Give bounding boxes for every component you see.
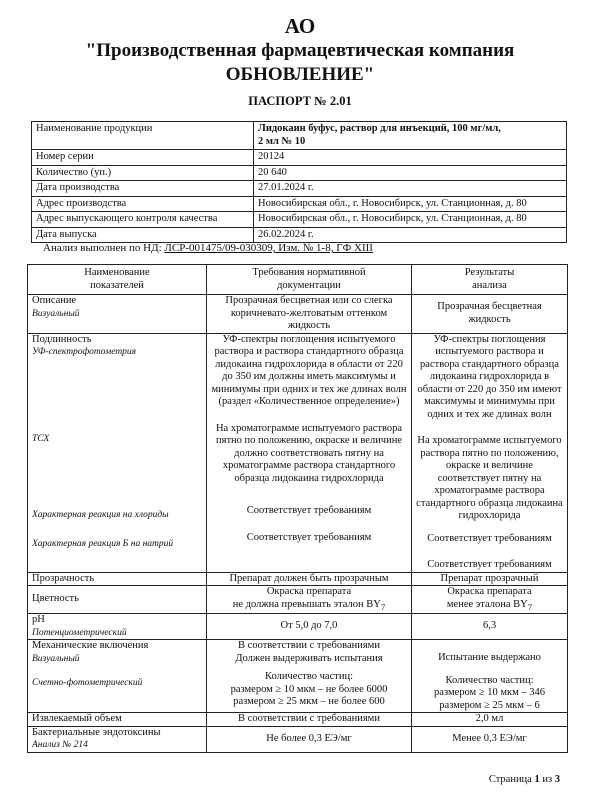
color-result-subscript: 7 (527, 601, 533, 612)
identity-chlorides-requirement: Соответствует требованиям (246, 505, 372, 516)
production-address-value: Новосибирская обл., г. Новосибирск, ул. Станционная, д. 80 (254, 196, 567, 212)
header-results-line2: анализа (472, 279, 507, 291)
header-requirements-line1: Требования нормативной (252, 267, 366, 278)
identity-chlorides-result: Соответствует требованиям (427, 532, 552, 544)
color-result-line1: Окраска препарата (447, 586, 532, 597)
identity-name: Подлинность (32, 333, 92, 345)
color-result-line2: менее эталона $BY_7$ (446, 598, 533, 612)
particles-req-line2: Должен выдерживать испытания (235, 652, 383, 664)
release-date-value: 26.02.2024 г. (254, 227, 567, 243)
description-name: Описание (32, 295, 77, 306)
volume-name: Извлекаемый объем (28, 713, 207, 727)
table-row-color (28, 586, 568, 614)
ph-requirement: От 5,0 до 7,0 (207, 614, 412, 640)
analysis-table (27, 264, 568, 753)
particles-res-line3: размером ≥ 10 мкм – 346 (434, 687, 545, 699)
quantity-label: Количество (уп.) (32, 165, 254, 181)
identity-method-chlorides: Характерная реакция на хлориды (32, 510, 169, 520)
header-indicator-line2: показателей (90, 279, 144, 291)
production-address-label: Адрес производства (32, 196, 254, 212)
header-indicator-line1: Наименование (84, 267, 150, 278)
description-requirement: Прозрачная бесцветная или со слегка коричневато-желтоватым оттенком жидкость (207, 295, 412, 334)
identity-results (412, 333, 568, 572)
product-row (32, 212, 567, 228)
volume-result: 2,0 мл (412, 713, 568, 727)
table-header-row (28, 265, 568, 295)
volume-requirement: В соответствии с требованиями (207, 713, 412, 727)
ph-result: 6,3 (412, 614, 568, 640)
identity-uv-requirement: УФ-спектры поглощения испытуемого раствора и раствора стандартного образца лидокаина гидрохлорида в области от 220 до 350 им должны иметь максимумы и минимумы при одних и тех же длинах волн (раздел «Количественное определение») (211, 333, 407, 407)
product-row (32, 122, 567, 150)
production-date-value: 27.01.2024 г. (254, 181, 567, 197)
series-label: Номер серии (32, 150, 254, 166)
page-counter-mid: из (539, 774, 555, 785)
transparency-requirement: Препарат должен быть прозрачным (207, 572, 412, 586)
identity-sodium-result: Соответствует требованиям (427, 559, 552, 570)
product-row (32, 196, 567, 212)
company-name-line1: "Производственная фармацевтическая компания (85, 40, 515, 61)
qc-address-value: Новосибирская обл., г. Новосибирск, ул. Станционная, д. 80 (254, 212, 567, 228)
table-row-volume (28, 713, 568, 727)
color-requirement-line2: не должна превышать эталон $BY_7$ (232, 598, 386, 612)
table-row-ph (28, 614, 568, 640)
endotoxins-result: Менее 0,3 ЕЭ/мг (412, 726, 568, 752)
header-results (412, 265, 568, 295)
ph-name: pH (32, 614, 45, 626)
analysis-note-nd: ЛСР-001475/09-030309, Изм. № 1-8, ГФ XIII (164, 242, 373, 254)
passport-title: ПАСПОРТ № 2.01 (248, 94, 352, 108)
description-result: Прозрачная бесцветная жидкость (412, 295, 568, 334)
identity-method-sodium: Характерная реакция Б на натрий (32, 538, 174, 549)
product-row (32, 150, 567, 166)
header-results-line1: Результаты (464, 267, 515, 278)
transparency-name: Прозрачность (28, 572, 207, 586)
particles-req-line4: размером ≥ 10 мкм – не более 6000 (230, 683, 388, 695)
series-value: 20124 (254, 150, 567, 166)
product-name-label: Наименование продукции (32, 122, 254, 150)
product-name-line2: 2 мл № 10 (258, 135, 306, 147)
table-row-description (28, 295, 568, 334)
color-requirement (207, 586, 412, 614)
product-info-table (31, 121, 567, 243)
product-name-line1: Лидокаин буфус, раствор для инъекций, 100 мг/мл, (258, 123, 501, 134)
product-name-value (254, 122, 567, 150)
header-requirements (207, 265, 412, 295)
header-indicator (28, 265, 207, 295)
ph-name-cell (28, 614, 207, 640)
page-total: 3 (554, 774, 560, 785)
product-row (32, 181, 567, 197)
ph-method: Потенциометрический (32, 627, 127, 638)
identity-sodium-requirement: Соответствует требованиям (246, 531, 372, 543)
particles-req-line3: Количество частиц: (264, 671, 353, 683)
identity-requirements (207, 333, 412, 572)
identity-method-uv: УФ-спектрофотометрия (32, 347, 137, 357)
description-name-cell (28, 295, 207, 334)
page-counter-prefix: Страница (488, 774, 535, 785)
particles-res-line1: Испытание выдержано (438, 652, 541, 664)
transparency-result: Препарат прозрачный (412, 572, 568, 586)
endotoxins-requirement: Не более 0,3 ЕЭ/мг (207, 726, 412, 752)
table-row-transparency (28, 572, 568, 586)
product-row (32, 227, 567, 243)
table-row-endotoxins (28, 726, 568, 752)
particles-method-counting: Счетно-фотометрический (32, 678, 143, 689)
identity-method-tlc: ТСХ (32, 433, 50, 444)
particles-name: Механические включения (32, 640, 149, 652)
identity-uv-result: УФ-спектры поглощения испытуемого раствора и раствора стандартного образца лидокаина гидрохлорида в области от 220 до 350 им имеют максимумы и минимумы при одних и тех же длинах волн (417, 333, 562, 420)
endotoxins-method: Анализ № 214 (32, 740, 88, 751)
particles-results (412, 640, 568, 713)
particles-res-line4: размером ≥ 25 мкм – 6 (439, 699, 540, 711)
color-standard-subscript: 7 (380, 601, 386, 612)
table-row-identity (28, 333, 568, 572)
particles-req-line1: В соответствии с требованиями (238, 640, 380, 652)
particles-req-line5: размером ≥ 25 мкм – не более 600 (233, 696, 385, 708)
color-name: Цветность (28, 586, 207, 614)
company-name-line2: ОБНОВЛЕНИЕ" (225, 64, 375, 85)
endotoxins-name-cell (28, 726, 207, 752)
particles-requirements (207, 640, 412, 713)
table-row-particles (28, 640, 568, 713)
analysis-note (43, 242, 373, 254)
quantity-value: 20 640 (254, 165, 567, 181)
company-type: АО (284, 14, 316, 38)
description-method: Визуальный (32, 308, 80, 319)
qc-address-label: Адрес выпускающего контроля качества (32, 212, 254, 228)
identity-tlc-result: На хроматограмме испытуемого раствора пятно по положению, окраске и величине соответствует пятну на хроматограмме раствора стандартного образца лидокаина гидрохлорида (416, 435, 563, 521)
color-result (412, 586, 568, 614)
analysis-note-prefix: Анализ выполнен по НД: (43, 242, 165, 254)
page-number: 1 (534, 774, 540, 785)
particles-res-line2: Количество частиц: (445, 674, 534, 686)
header-requirements-line2: документации (277, 279, 341, 291)
production-date-label: Дата производства (32, 181, 254, 197)
particles-name-cell (28, 640, 207, 713)
page-counter (489, 774, 560, 785)
product-row (32, 165, 567, 181)
identity-name-cell (28, 333, 207, 572)
particles-method-visual: Визуальный (32, 653, 80, 664)
identity-tlc-requirement: На хроматограмме испытуемого раствора пятно по положению, окраске и величине должно соответствовать пятну на хроматограмме раствора стандартного образца лидокаина гидрохлорида (215, 422, 403, 484)
color-requirement-line1: Окраска препарата (266, 586, 352, 597)
release-date-label: Дата выпуска (32, 227, 254, 243)
endotoxins-name: Бактериальные эндотоксины (32, 726, 161, 738)
